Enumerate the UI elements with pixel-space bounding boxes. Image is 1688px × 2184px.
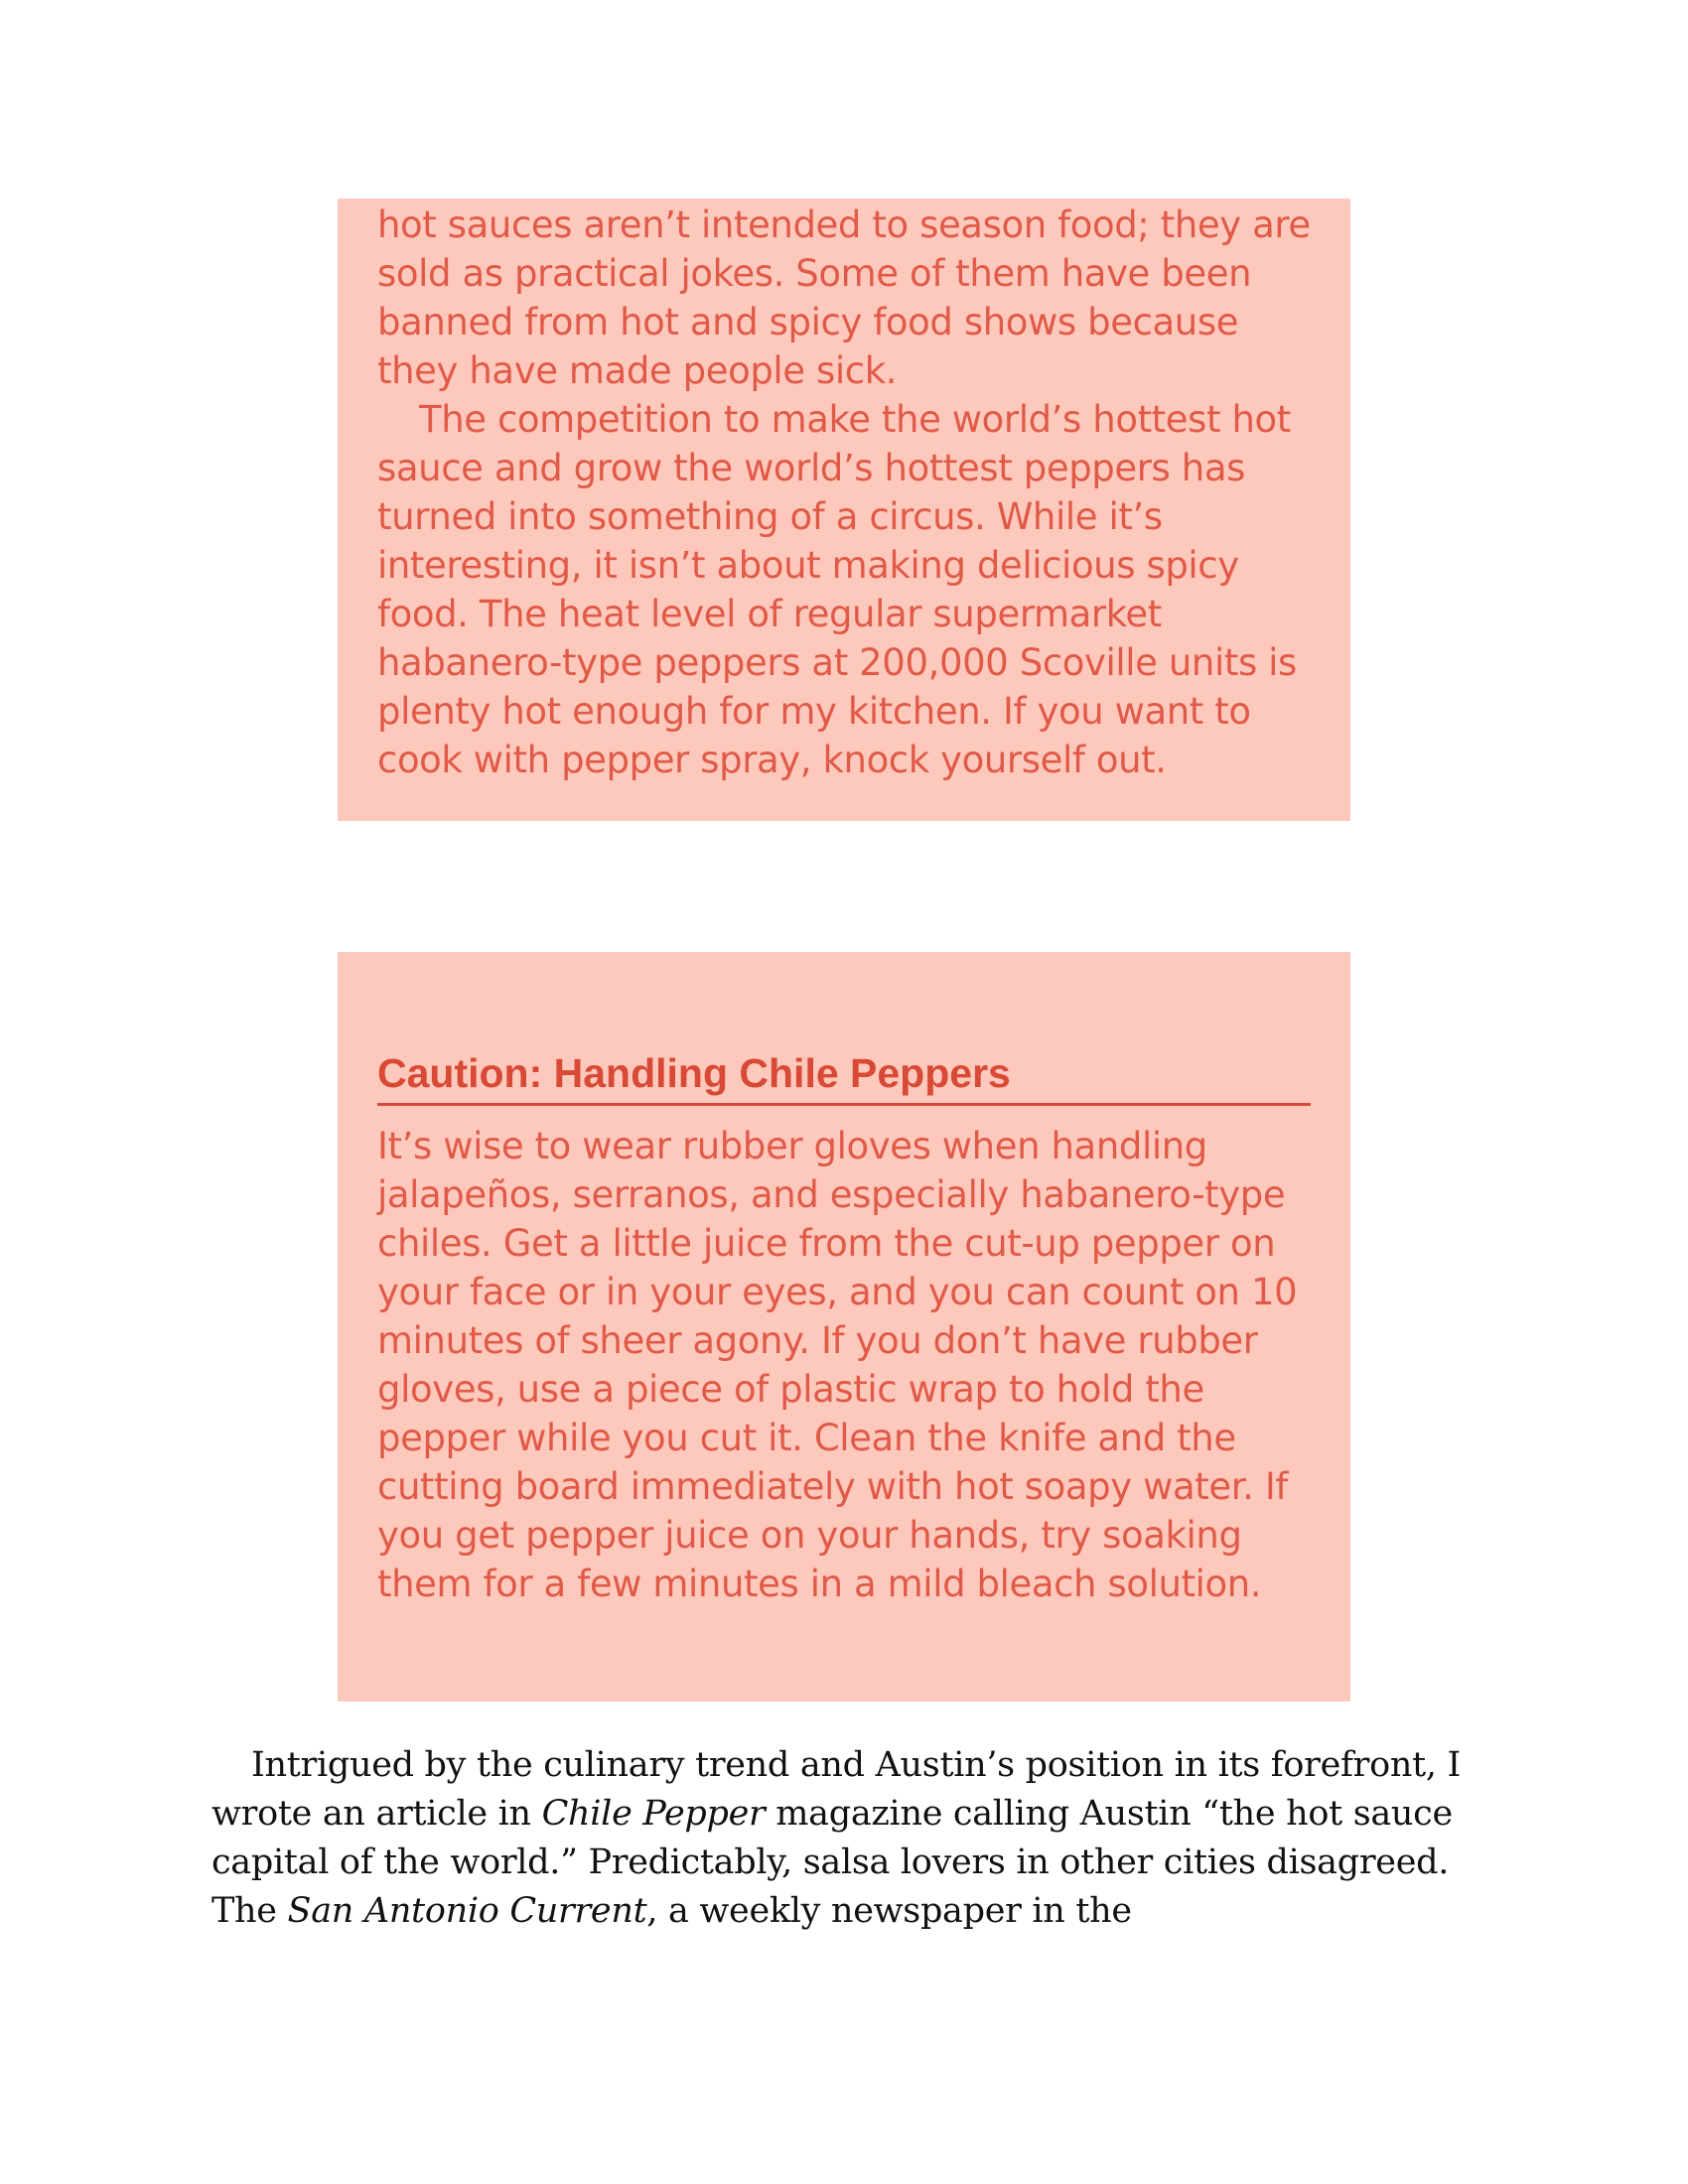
sidebar-paragraph: hot sauces aren’t intended to season food; they are sold as practical jokes. Some of them have been banned from hot and spicy food shows because they have made people sick. — [377, 204, 1311, 392]
body-text-part: magazine calling Austin “the hot sauce capital of the world.” Predictably, salsa lovers in other cities disagreed. The — [211, 1794, 1453, 1931]
caution-box — [338, 952, 1350, 1702]
magazine-title: Chile Pepper — [541, 1794, 766, 1834]
newspaper-title: San Antonio Current — [287, 1891, 647, 1931]
caution-text: It’s wise to wear rubber gloves when handling jalapeños, serranos, and especially habanero-type chiles. Get a little juice from the cut-up pepper on your face or in your eyes, and you can count on 10 minutes of sheer agony. If you don’t have rubber gloves, use a piece of plastic wrap to hold the pepper while you cut it. Clean the knife and the cutting board immediately with hot soapy water. If you get pepper juice on your hands, try soaking them for a few minutes in a mild bleach solution. — [377, 1125, 1298, 1605]
sidebar-continued-box — [338, 199, 1350, 821]
sidebar-paragraph: The competition to make the world’s hottest hot sauce and grow the world’s hottest peppers has turned into something of a circus. While it’s interesting, it isn’t about making delicious spicy food. The heat level of regular supermarket habanero-type peppers at 200,000 Scoville units is plenty hot enough for my kitchen. If you want to cook with pepper spray, knock yourself out. — [377, 398, 1297, 781]
body-text-part: Intrigued by the culinary trend and Austin’s position in its forefront, I wrote an article in — [211, 1745, 1462, 1834]
body-paragraph — [211, 1741, 1482, 1936]
caution-title: Caution: Handling Chile Peppers — [377, 1047, 1311, 1106]
body-text-part: , a weekly newspaper in the — [646, 1891, 1132, 1931]
